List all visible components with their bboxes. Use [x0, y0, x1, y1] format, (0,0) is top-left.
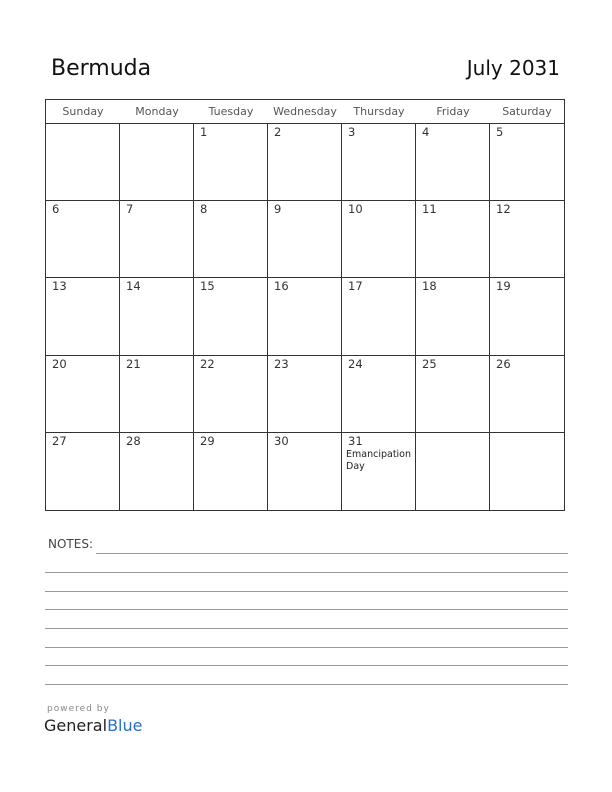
day-number: 17: [348, 279, 363, 294]
note-line: [45, 684, 568, 685]
weekday-tuesday: Tuesday: [208, 105, 254, 118]
day-number: 25: [422, 356, 437, 371]
brand-blue: Blue: [107, 716, 143, 735]
day-cell: [490, 278, 564, 355]
day-number: 23: [274, 356, 289, 371]
note-line: [45, 609, 568, 610]
day-cell: [46, 124, 120, 201]
day-cell: [342, 356, 416, 433]
note-line: [45, 628, 568, 629]
note-line: [45, 665, 568, 666]
day-number: 4: [422, 125, 430, 139]
weekday-saturday: Saturday: [502, 105, 552, 118]
day-cell: [490, 201, 564, 278]
day-grid: [46, 124, 564, 510]
note-line: [96, 553, 568, 554]
day-cell: [268, 278, 342, 355]
weekday-thursday: Thursday: [353, 105, 405, 118]
day-number: 30: [274, 433, 289, 448]
day-number: 26: [496, 356, 511, 371]
day-cell: [46, 201, 120, 278]
day-number: 15: [200, 279, 215, 294]
day-cell: [46, 433, 120, 510]
day-cell: [120, 124, 194, 201]
powered-by-text: powered by: [47, 704, 110, 714]
calendar-grid: [45, 99, 565, 511]
day-cell: [268, 433, 342, 510]
day-number: 10: [348, 202, 363, 217]
day-number: 27: [52, 433, 67, 448]
day-cell: [194, 433, 268, 510]
day-number: 21: [126, 356, 141, 371]
day-number: 19: [496, 279, 511, 294]
day-number: 20: [52, 356, 67, 371]
weekday-wednesday: Wednesday: [273, 105, 337, 118]
day-cell: [120, 356, 194, 433]
day-number: 1: [200, 125, 208, 139]
day-number: 12: [496, 202, 511, 217]
weekday-monday: Monday: [135, 105, 179, 118]
day-number: 28: [126, 433, 141, 448]
note-line: [45, 591, 568, 592]
day-number: 14: [126, 279, 141, 294]
day-number: 11: [422, 202, 437, 217]
day-cell: [416, 124, 490, 201]
day-cell: [342, 433, 416, 510]
day-number: 6: [52, 202, 60, 217]
day-number: 7: [126, 202, 134, 217]
day-number: 24: [348, 356, 363, 371]
day-number: 29: [200, 433, 215, 448]
day-number: 18: [422, 279, 437, 294]
day-number: 3: [348, 125, 356, 139]
day-cell: [416, 356, 490, 433]
day-cell: [194, 124, 268, 201]
day-number: 5: [496, 125, 504, 139]
notes-label: NOTES:: [48, 537, 93, 551]
day-cell: [46, 278, 120, 355]
calendar-month: July 2031: [466, 56, 560, 80]
day-cell: [46, 356, 120, 433]
brand-general: General: [44, 716, 108, 735]
day-cell: [416, 433, 490, 510]
day-cell: [120, 201, 194, 278]
day-cell: [194, 278, 268, 355]
day-cell: [490, 433, 564, 510]
day-cell: [416, 278, 490, 355]
day-cell: [342, 201, 416, 278]
calendar-title: Bermuda: [51, 56, 152, 81]
note-line: [45, 572, 568, 573]
day-number: 9: [274, 202, 282, 217]
day-number: 16: [274, 279, 289, 294]
day-number: 22: [200, 356, 215, 371]
brand-logo: [44, 716, 142, 735]
day-cell: [268, 124, 342, 201]
day-number: 8: [200, 202, 208, 217]
holiday-label: Emancipation Day: [346, 448, 412, 472]
day-number: 31: [348, 433, 363, 448]
weekday-header: [46, 100, 564, 124]
day-cell: [416, 201, 490, 278]
day-cell: [120, 433, 194, 510]
day-cell: [490, 124, 564, 201]
day-cell: [268, 356, 342, 433]
note-line: [45, 647, 568, 648]
day-cell: [342, 278, 416, 355]
day-cell: [342, 124, 416, 201]
day-cell: [120, 278, 194, 355]
weekday-sunday: Sunday: [62, 105, 104, 118]
day-cell: [490, 356, 564, 433]
day-number: 13: [52, 279, 67, 294]
weekday-friday: Friday: [436, 105, 470, 118]
day-number: 2: [274, 125, 282, 139]
day-cell: [194, 356, 268, 433]
day-cell: [194, 201, 268, 278]
day-cell: [268, 201, 342, 278]
